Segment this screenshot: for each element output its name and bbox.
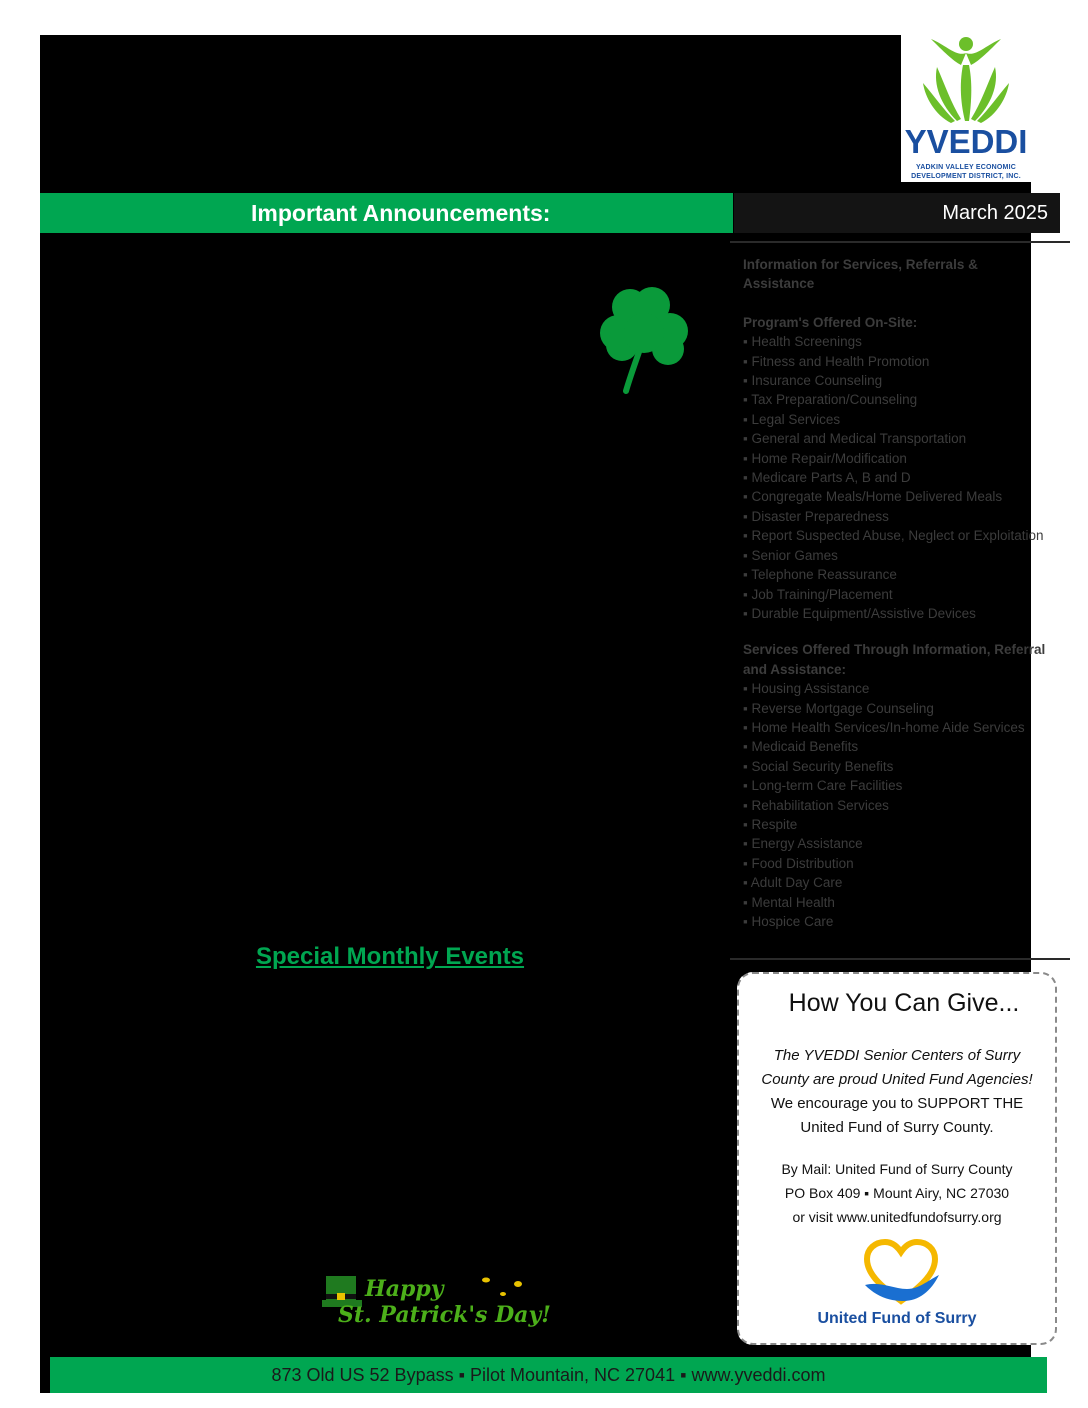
logo-subtitle-line-2: DEVELOPMENT DISTRICT, INC.: [911, 173, 1021, 180]
services-intro-line-2: Assistance: [743, 276, 815, 292]
united-fund-name: United Fund of Surry: [817, 1310, 977, 1327]
list-item: ▪ Hospice Care: [743, 912, 1063, 931]
list-item: ▪ Telephone Reassurance: [743, 565, 1063, 584]
list-item: ▪ Reverse Mortgage Counseling: [743, 699, 1063, 718]
give-mail-text: [739, 1157, 1055, 1229]
list-item: ▪ Report Suspected Abuse, Neglect or Exploitation: [743, 526, 1063, 545]
list-item: ▪ General and Medical Transportation: [743, 429, 1063, 448]
logo-wordmark: YVEDDI: [904, 123, 1028, 160]
referral-heading: [743, 640, 1063, 679]
list-item: ▪ Home Health Services/In-home Aide Services: [743, 718, 1063, 737]
st-patricks-day: St. Patrick's Day!: [338, 1302, 551, 1328]
give-italic-line-1: The YVEDDI Senior Centers of Surry: [773, 1047, 1021, 1064]
give-title: How You Can Give...: [788, 989, 1020, 1017]
give-mail-line-3: or visit www.unitedfundofsurry.org: [792, 1209, 1002, 1225]
special-events-heading: Special Monthly Events: [255, 943, 525, 970]
list-item: ▪ Tax Preparation/Counseling: [743, 390, 1063, 409]
list-item: ▪ Mental Health: [743, 893, 1063, 912]
figure-leaves-icon: [901, 35, 1031, 130]
give-mail-line-1: By Mail: United Fund of Surry County: [781, 1161, 1013, 1177]
divider: [730, 958, 1070, 960]
logo-subtitle: [901, 163, 1031, 181]
services-intro: [743, 255, 1063, 294]
list-item: ▪ Respite: [743, 815, 1063, 834]
issue-date: March 2025: [734, 193, 1060, 233]
list-item: ▪ Energy Assistance: [743, 834, 1063, 853]
announcements-heading: Important Announcements:: [40, 193, 733, 233]
list-item: ▪ Housing Assistance: [743, 679, 1063, 698]
divider: [730, 241, 1070, 243]
united-fund-heart-icon: [861, 1239, 941, 1307]
list-item: ▪ Health Screenings: [743, 332, 1063, 351]
list-item: ▪ Long-term Care Facilities: [743, 776, 1063, 795]
list-item: ▪ Senior Games: [743, 546, 1063, 565]
list-item: ▪ Food Distribution: [743, 854, 1063, 873]
give-italic-text: [739, 1044, 1055, 1092]
yveddi-logo: [901, 35, 1031, 182]
referral-list: [743, 679, 1063, 931]
give-italic-line-2: County are proud United Fund Agencies!: [761, 1071, 1033, 1088]
list-item: ▪ Fitness and Health Promotion: [743, 352, 1063, 371]
list-item: ▪ Home Repair/Modification: [743, 449, 1063, 468]
give-support-text: [739, 1092, 1055, 1140]
list-item: ▪ Medicare Parts A, B and D: [743, 468, 1063, 487]
onsite-list: [743, 332, 1063, 623]
list-item: ▪ Insurance Counseling: [743, 371, 1063, 390]
shamrock-icon: [592, 283, 698, 395]
logo-subtitle-line-1: YADKIN VALLEY ECONOMIC: [916, 164, 1016, 171]
list-item: ▪ Social Security Benefits: [743, 757, 1063, 776]
referral-heading-line-2: and Assistance:: [743, 661, 847, 677]
give-mail-line-2: PO Box 409 ▪ Mount Airy, NC 27030: [784, 1185, 1010, 1201]
give-support-line-2: United Fund of Surry County.: [800, 1119, 994, 1136]
list-item: ▪ Disaster Preparedness: [743, 507, 1063, 526]
list-item: ▪ Rehabilitation Services: [743, 796, 1063, 815]
how-you-can-give-box: [737, 972, 1057, 1345]
list-item: ▪ Legal Services: [743, 410, 1063, 429]
list-item: ▪ Medicaid Benefits: [743, 737, 1063, 756]
footer-address: 873 Old US 52 Bypass ▪ Pilot Mountain, NC 27041 ▪ www.yveddi.com: [50, 1357, 1047, 1393]
give-support-line-1: We encourage you to SUPPORT THE: [770, 1095, 1024, 1112]
referral-heading-line-1: Services Offered Through Information, Referral: [743, 642, 1046, 658]
onsite-heading: Program's Offered On-Site:: [743, 314, 918, 330]
st-patricks-happy: Happy: [365, 1276, 444, 1302]
list-item: ▪ Job Training/Placement: [743, 585, 1063, 604]
services-intro-line-1: Information for Services, Referrals &: [743, 257, 978, 272]
list-item: ▪ Durable Equipment/Assistive Devices: [743, 604, 1063, 623]
list-item: ▪ Adult Day Care: [743, 873, 1063, 892]
list-item: ▪ Congregate Meals/Home Delivered Meals: [743, 487, 1063, 506]
services-list: [743, 255, 1063, 931]
